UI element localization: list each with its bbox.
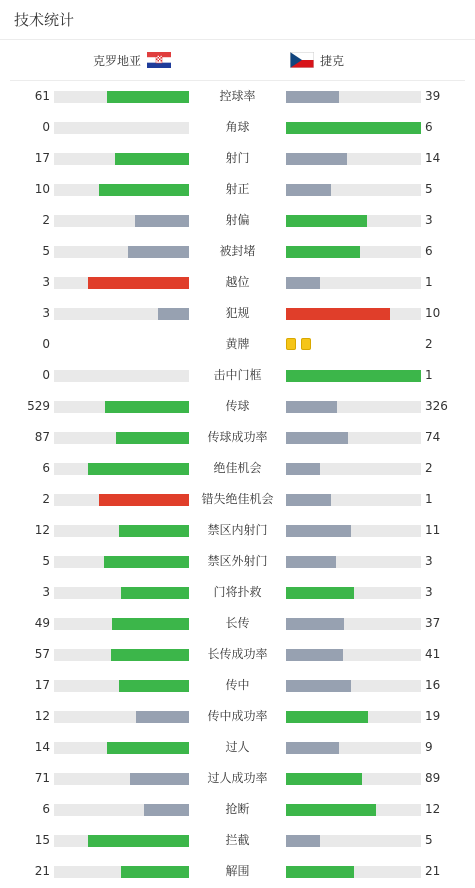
away-value: 1 [425, 368, 433, 382]
home-value: 14 [34, 740, 50, 754]
stats-list [0, 81, 475, 887]
stat-row [0, 422, 475, 453]
stat-row [0, 484, 475, 515]
away-bar-fill [286, 184, 331, 196]
stat-row [0, 794, 475, 825]
stat-row [0, 701, 475, 732]
away-bar-fill [286, 649, 343, 661]
away-bar-track [286, 308, 421, 320]
czech-flag-icon [290, 52, 314, 68]
away-value: 19 [425, 709, 441, 723]
home-value: 21 [34, 864, 50, 878]
home-bar-fill [136, 711, 189, 723]
away-bar-track [286, 246, 421, 258]
away-value: 41 [425, 647, 441, 661]
home-bar-track [54, 711, 189, 723]
stat-label: 门将扑救 [213, 585, 262, 599]
away-bar-track [286, 804, 421, 816]
away-value: 9 [425, 740, 433, 754]
stat-label: 传球 [225, 399, 250, 413]
stat-row [0, 174, 475, 205]
home-value: 6 [42, 802, 50, 816]
stat-label: 解围 [225, 864, 250, 878]
stat-label: 禁区内射门 [207, 523, 268, 537]
home-bar-track [54, 184, 189, 196]
home-bar-fill [88, 835, 189, 847]
home-bar-fill [116, 432, 189, 444]
yellow-card-icon [286, 338, 296, 350]
home-bar-fill [144, 804, 189, 816]
away-value: 89 [425, 771, 441, 785]
away-value: 1 [425, 275, 433, 289]
home-value: 17 [34, 151, 50, 165]
away-bar-track [286, 773, 421, 785]
away-bar-track [286, 91, 421, 103]
stat-row [0, 236, 475, 267]
page-title: 技术统计 [0, 0, 475, 40]
home-bar-track [54, 618, 189, 630]
away-value: 37 [425, 616, 441, 630]
home-value: 17 [34, 678, 50, 692]
away-value: 74 [425, 430, 441, 444]
stat-row [0, 825, 475, 856]
stat-label: 角球 [225, 120, 250, 134]
stat-label: 射正 [225, 182, 250, 196]
stat-row [0, 670, 475, 701]
croatia-flag-icon [147, 52, 171, 68]
home-bar-track [54, 277, 189, 289]
home-bar-track [54, 91, 189, 103]
stat-row [0, 298, 475, 329]
stat-label: 抢断 [225, 802, 250, 816]
away-bar-track [286, 215, 421, 227]
stat-row [0, 856, 475, 887]
away-bar-track [286, 866, 421, 878]
home-value: 12 [34, 709, 50, 723]
away-value: 1 [425, 492, 433, 506]
stat-row [0, 453, 475, 484]
stat-label: 被封堵 [219, 244, 256, 258]
home-bar-fill [99, 184, 189, 196]
away-bar-fill [286, 463, 320, 475]
away-value: 3 [425, 554, 433, 568]
stat-label: 错失绝佳机会 [201, 492, 274, 506]
stat-label: 过人成功率 [207, 771, 268, 785]
teams-header [10, 40, 465, 81]
home-bar-track [54, 153, 189, 165]
away-bar-track [286, 184, 421, 196]
stat-label: 拦截 [225, 833, 250, 847]
home-bar-track [54, 649, 189, 661]
home-team[interactable] [93, 40, 171, 80]
away-value: 11 [425, 523, 441, 537]
away-bar-track [286, 711, 421, 723]
yellow-card-icon [301, 338, 311, 350]
home-bar-track [54, 525, 189, 537]
home-value: 2 [42, 213, 50, 227]
stat-label: 禁区外射门 [207, 554, 268, 568]
away-bar-fill [286, 866, 354, 878]
home-bar-track [54, 463, 189, 475]
away-bar-track [286, 432, 421, 444]
home-bar-fill [104, 556, 189, 568]
home-bar-track [54, 401, 189, 413]
away-bar-fill [286, 587, 354, 599]
away-bar-track [286, 122, 421, 134]
stat-row [0, 732, 475, 763]
home-value: 0 [42, 337, 50, 351]
home-bar-fill [105, 401, 189, 413]
away-bar-track [286, 835, 421, 847]
away-bar-fill [286, 91, 339, 103]
away-bar-fill [286, 618, 344, 630]
home-bar-track [54, 835, 189, 847]
stat-label: 绝佳机会 [213, 461, 262, 475]
home-value: 529 [27, 399, 50, 413]
away-value: 12 [425, 802, 441, 816]
away-bar-fill [286, 525, 351, 537]
home-value: 6 [42, 461, 50, 475]
away-value: 5 [425, 182, 433, 196]
away-bar-fill [286, 742, 339, 754]
away-bar-track [286, 618, 421, 630]
away-value: 39 [425, 89, 441, 103]
stat-row [0, 639, 475, 670]
away-bar-track [286, 277, 421, 289]
away-bar-fill [286, 556, 336, 568]
away-bar-track [286, 587, 421, 599]
away-bar-track [286, 556, 421, 568]
away-bar-fill [286, 401, 337, 413]
home-bar-fill [119, 525, 189, 537]
stat-label: 长传成功率 [207, 647, 268, 661]
away-bar-fill [286, 215, 367, 227]
away-bar-fill [286, 122, 421, 134]
home-bar-fill [107, 91, 189, 103]
away-bar-track [286, 153, 421, 165]
home-bar-fill [130, 773, 189, 785]
away-bar-fill [286, 370, 421, 382]
stat-label: 传中成功率 [207, 709, 268, 723]
stat-row [0, 267, 475, 298]
home-value: 87 [34, 430, 50, 444]
away-bar-fill [286, 680, 351, 692]
home-value: 49 [34, 616, 50, 630]
home-value: 0 [42, 120, 50, 134]
away-team-name: 捷克 [320, 53, 345, 68]
home-bar-track [54, 215, 189, 227]
home-value: 15 [34, 833, 50, 847]
away-bar-fill [286, 494, 331, 506]
stat-row [0, 360, 475, 391]
away-bar-track [286, 649, 421, 661]
stat-label: 射偏 [225, 213, 250, 227]
home-value: 71 [34, 771, 50, 785]
away-value: 5 [425, 833, 433, 847]
home-team-name: 克罗地亚 [92, 53, 141, 68]
home-bar-track [54, 370, 189, 382]
home-bar-fill [158, 308, 189, 320]
away-team[interactable] [290, 40, 344, 80]
stat-label: 射门 [225, 151, 250, 165]
stat-row [0, 763, 475, 794]
home-value: 57 [34, 647, 50, 661]
stat-row [0, 577, 475, 608]
home-bar-track [54, 494, 189, 506]
away-bar-fill [286, 246, 360, 258]
home-bar-fill [111, 649, 189, 661]
stat-row [0, 546, 475, 577]
away-bar-fill [286, 432, 348, 444]
home-bar-track [54, 246, 189, 258]
away-value: 6 [425, 244, 433, 258]
home-bar-fill [88, 463, 189, 475]
stat-row [0, 391, 475, 422]
home-bar-fill [88, 277, 189, 289]
home-value: 3 [42, 585, 50, 599]
stat-row [0, 143, 475, 174]
stat-row [0, 329, 475, 360]
home-bar-fill [119, 680, 189, 692]
home-bar-track [54, 773, 189, 785]
home-value: 5 [42, 244, 50, 258]
home-value: 12 [34, 523, 50, 537]
home-value: 3 [42, 306, 50, 320]
home-bar-fill [121, 866, 189, 878]
home-value: 61 [34, 89, 50, 103]
away-bar-fill [286, 773, 362, 785]
home-bar-fill [115, 153, 189, 165]
away-value: 14 [425, 151, 441, 165]
home-bar-track [54, 742, 189, 754]
stat-label: 犯规 [225, 306, 250, 320]
away-bar-track [286, 370, 421, 382]
stat-label: 越位 [225, 275, 250, 289]
home-bar-track [54, 122, 189, 134]
away-value: 326 [425, 399, 448, 413]
home-bar-track [54, 866, 189, 878]
stat-label: 黄牌 [225, 337, 250, 351]
home-value: 0 [42, 368, 50, 382]
away-bar-fill [286, 277, 320, 289]
away-value: 3 [425, 585, 433, 599]
away-bar-track [286, 680, 421, 692]
home-bar-fill [135, 215, 189, 227]
away-value: 2 [425, 461, 433, 475]
away-bar-fill [286, 153, 347, 165]
away-value: 2 [425, 337, 433, 351]
stat-row [0, 81, 475, 112]
stat-label: 过人 [225, 740, 250, 754]
away-value: 3 [425, 213, 433, 227]
away-value: 6 [425, 120, 433, 134]
away-bar-fill [286, 804, 376, 816]
home-bar-track [54, 804, 189, 816]
home-bar-fill [128, 246, 189, 258]
stat-row [0, 515, 475, 546]
stat-label: 传中 [225, 678, 250, 692]
away-bar-track [286, 525, 421, 537]
home-bar-fill [112, 618, 189, 630]
home-value: 3 [42, 275, 50, 289]
home-bar-track [54, 308, 189, 320]
home-value: 2 [42, 492, 50, 506]
stat-label: 击中门框 [213, 368, 262, 382]
home-bar-track [54, 556, 189, 568]
home-value: 10 [34, 182, 50, 196]
away-bar-fill [286, 308, 390, 320]
home-bar-track [54, 587, 189, 599]
stat-label: 传球成功率 [207, 430, 268, 444]
home-value: 5 [42, 554, 50, 568]
stat-row [0, 608, 475, 639]
stat-label: 长传 [225, 616, 250, 630]
home-bar-track [54, 432, 189, 444]
home-bar-track [54, 680, 189, 692]
away-value: 10 [425, 306, 441, 320]
stat-label: 控球率 [219, 89, 256, 103]
away-bar-track [286, 494, 421, 506]
away-bar-track [286, 742, 421, 754]
home-bar-fill [107, 742, 189, 754]
stat-row [0, 205, 475, 236]
away-bar-track [286, 463, 421, 475]
away-bar-track [286, 401, 421, 413]
away-bar-fill [286, 835, 320, 847]
away-value: 16 [425, 678, 441, 692]
home-bar-fill [121, 587, 189, 599]
yellow-cards [286, 338, 311, 350]
home-bar-fill [99, 494, 189, 506]
away-bar-fill [286, 711, 368, 723]
stat-row [0, 112, 475, 143]
away-value: 21 [425, 864, 441, 878]
